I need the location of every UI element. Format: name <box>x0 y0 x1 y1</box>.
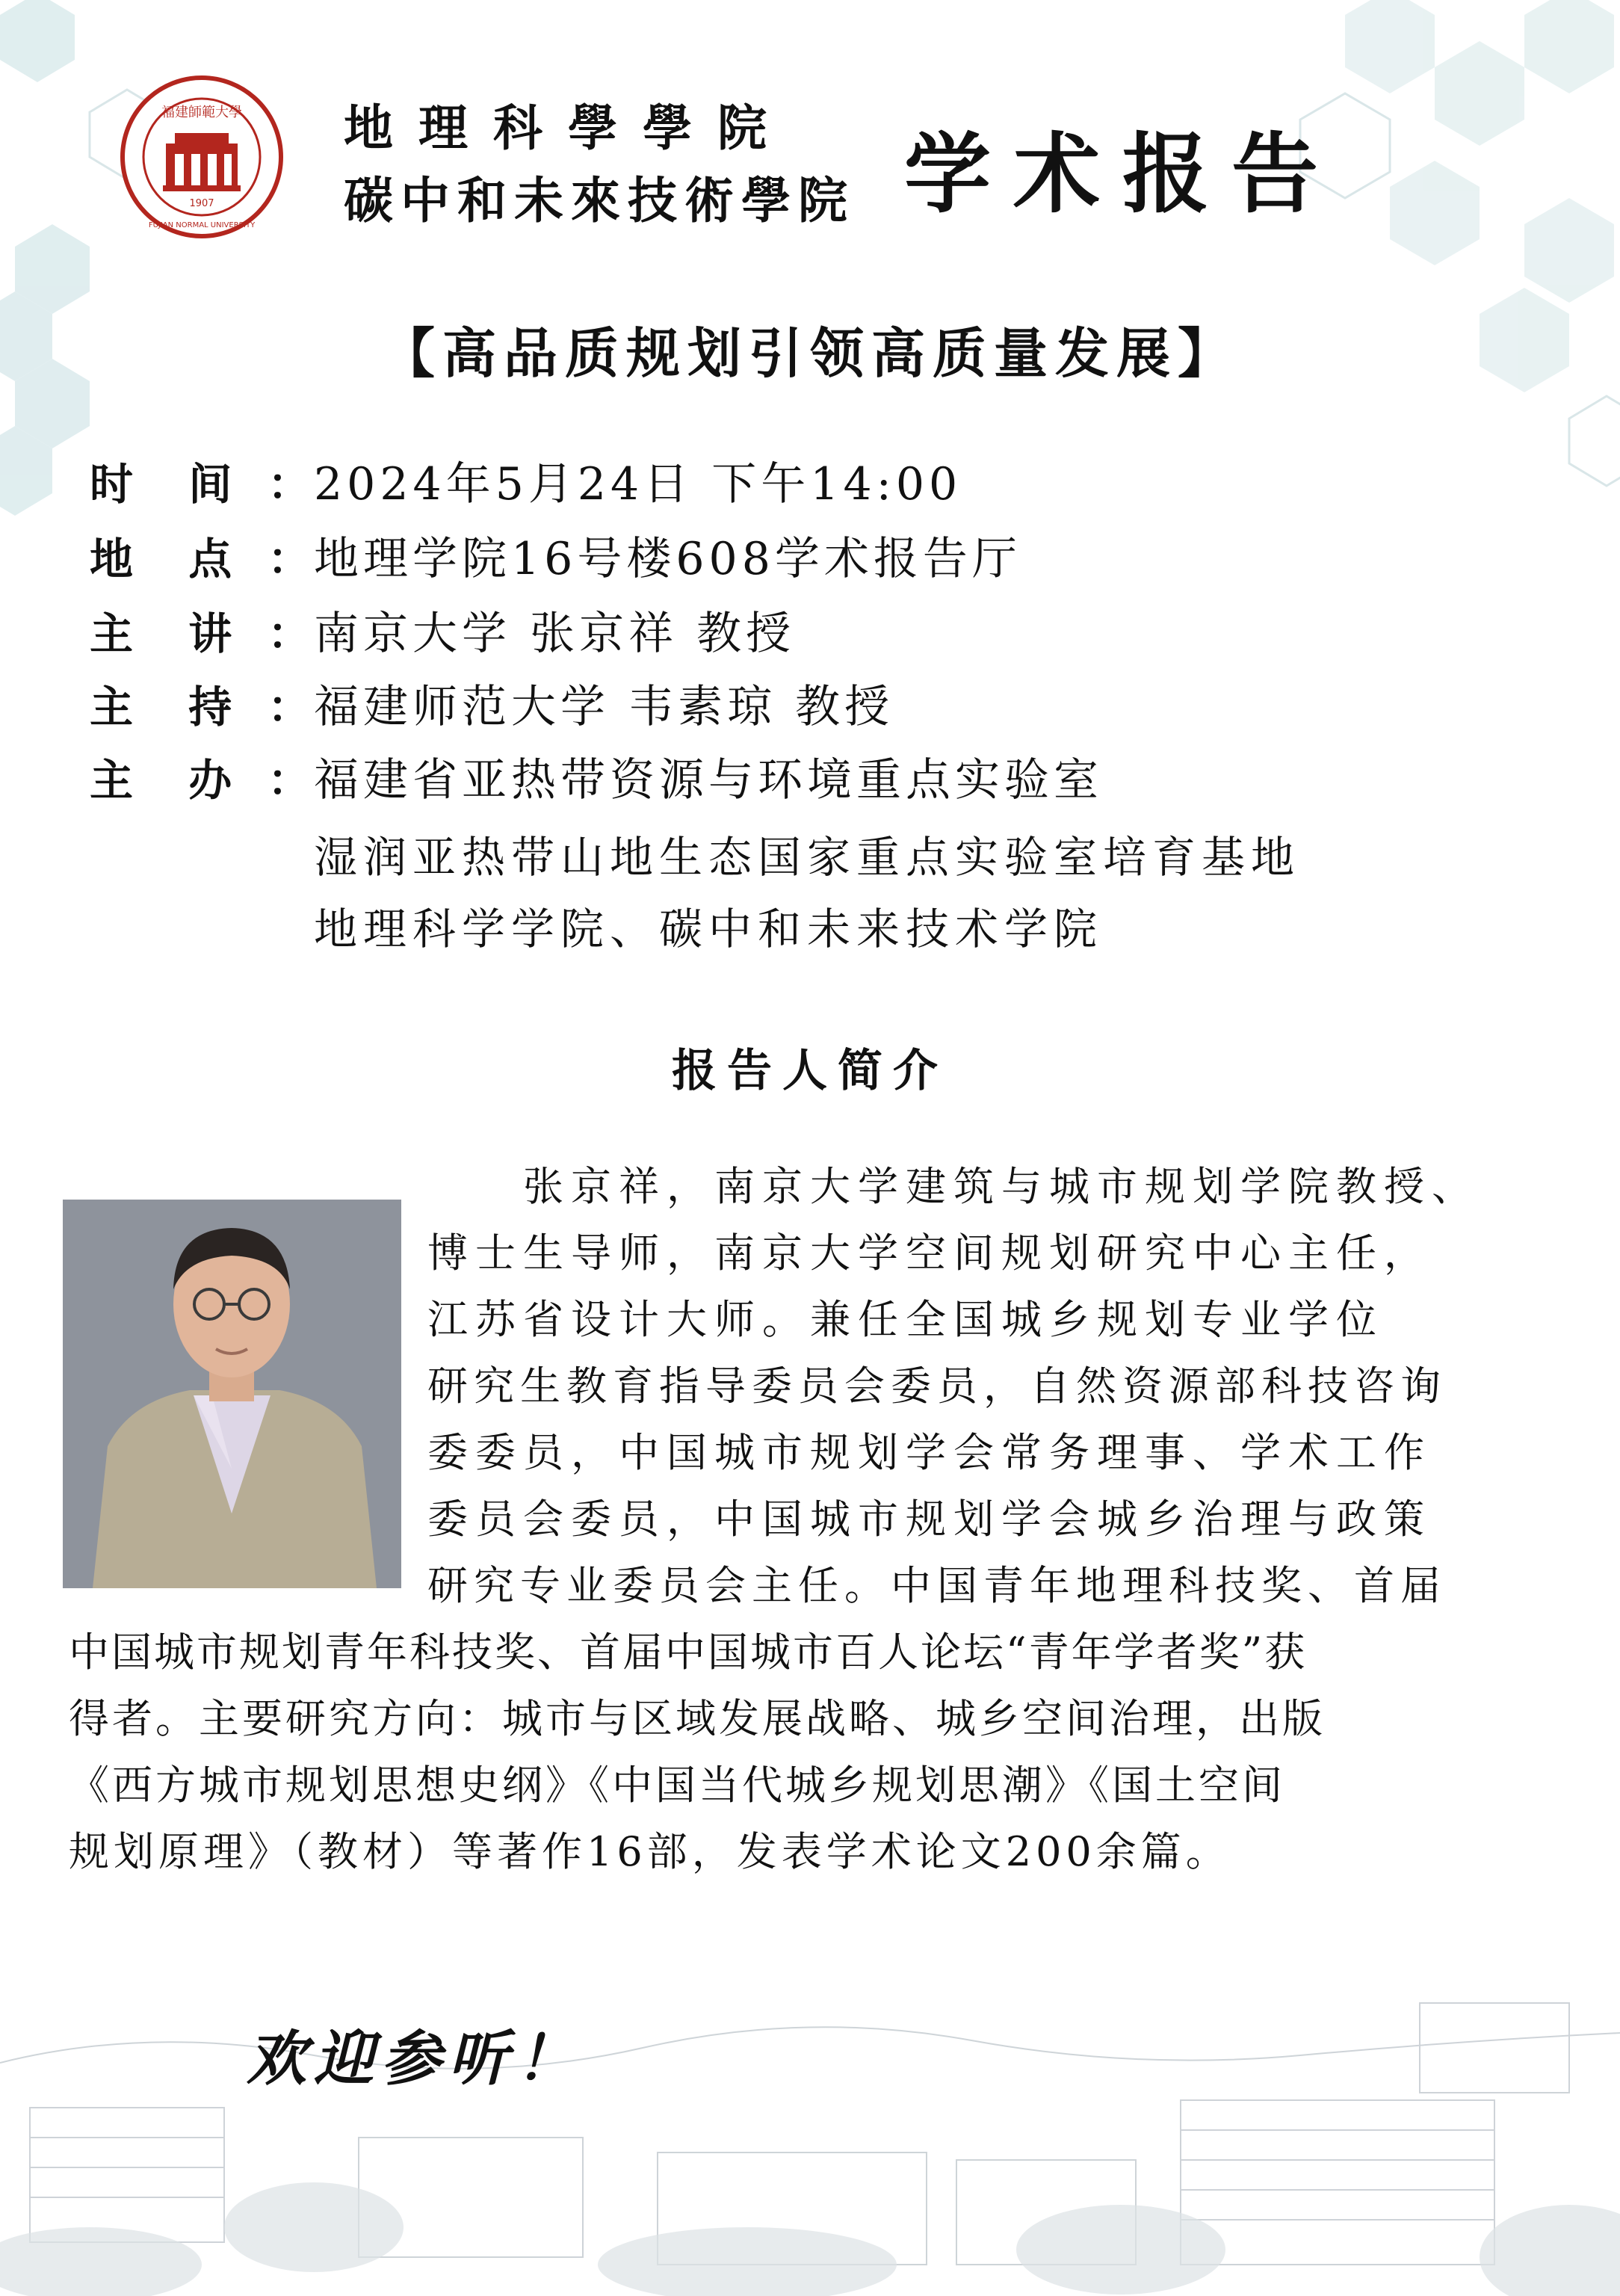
organizer-line-3: 地理科学学院、碳中和未来技术学院 <box>314 904 1104 954</box>
bio-line-4: 研究生教育指导委员会委员，自然资源部科技咨询 <box>427 1363 1447 1410</box>
info-organizer-label: 主 办 ： <box>90 755 314 806</box>
info-organizer-row <box>90 744 1103 812</box>
school-name-1: 地理科學學院 <box>344 99 792 157</box>
info-time-label: 时 间 ： <box>90 459 314 510</box>
info-host-row <box>90 671 894 738</box>
bio-line-8: 中国城市规划青年科技奖、首届中国城市百人论坛“青年学者奖”获 <box>69 1629 1308 1676</box>
bio-line-5: 委委员，中国城市规划学会常务理事、学术工作 <box>427 1429 1432 1476</box>
report-title: 学术报告 <box>904 123 1341 225</box>
bio-line-10: 《西方城市规划思想史纲》《中国当代城乡规划思潮》《国土空间 <box>69 1762 1285 1809</box>
organizer-line-1: 福建省亚热带资源与环境重点实验室 <box>314 754 1103 806</box>
report-topic: 【高品质规划引领高质量发展】 <box>380 321 1239 385</box>
bio-heading: 报告人简介 <box>672 1045 948 1097</box>
seal-top-text: 福建師範大學 <box>161 105 242 120</box>
seal-year: 1907 <box>189 198 214 209</box>
bio-line-9: 得者。主要研究方向：城市与区域发展战略、城乡空间治理，出版 <box>69 1695 1326 1742</box>
info-host-value: 福建师范大学 韦素琼 教授 <box>314 681 894 733</box>
school-name-2: 碳中和未來技術學院 <box>344 171 855 229</box>
info-time-row <box>90 448 962 516</box>
info-place-label: 地 点 ： <box>90 534 314 584</box>
info-place-value: 地理学院16号楼608学术报告厅 <box>314 533 1021 585</box>
seal-bottom-text: FUJIAN NORMAL UNIVERSITY <box>148 221 256 229</box>
info-place-row <box>90 523 1021 590</box>
bio-line-1: 张京祥，南京大学建筑与城市规划学院教授、 <box>523 1163 1480 1210</box>
info-speaker-value: 南京大学 张京祥 教授 <box>314 608 796 660</box>
info-speaker-label: 主 讲 ： <box>90 608 314 659</box>
organizer-line-2: 湿润亚热带山地生态国家重点实验室培育基地 <box>314 832 1301 883</box>
bio-line-2: 博士生导师，南京大学空间规划研究中心主任， <box>427 1229 1432 1277</box>
bio-line-11: 规划原理》（教材）等著作16部，发表学术论文200余篇。 <box>69 1828 1231 1875</box>
welcome-message: 欢迎参听！ <box>247 2023 583 2093</box>
info-host-label: 主 持 ： <box>90 682 314 732</box>
info-time-value: 2024年5月24日 下午14:00 <box>314 458 962 510</box>
bio-line-7: 研究专业委员会主任。中国青年地理科技奖、首届 <box>427 1562 1447 1609</box>
bio-line-6: 委员会委员，中国城市规划学会城乡治理与政策 <box>427 1496 1432 1543</box>
info-speaker-row <box>90 598 795 665</box>
campus-sketch-illustration <box>0 1913 1620 2296</box>
speaker-portrait <box>63 1200 401 1588</box>
university-seal-logo <box>120 75 284 239</box>
bio-line-3: 江苏省设计大师。兼任全国城乡规划专业学位 <box>427 1296 1384 1343</box>
